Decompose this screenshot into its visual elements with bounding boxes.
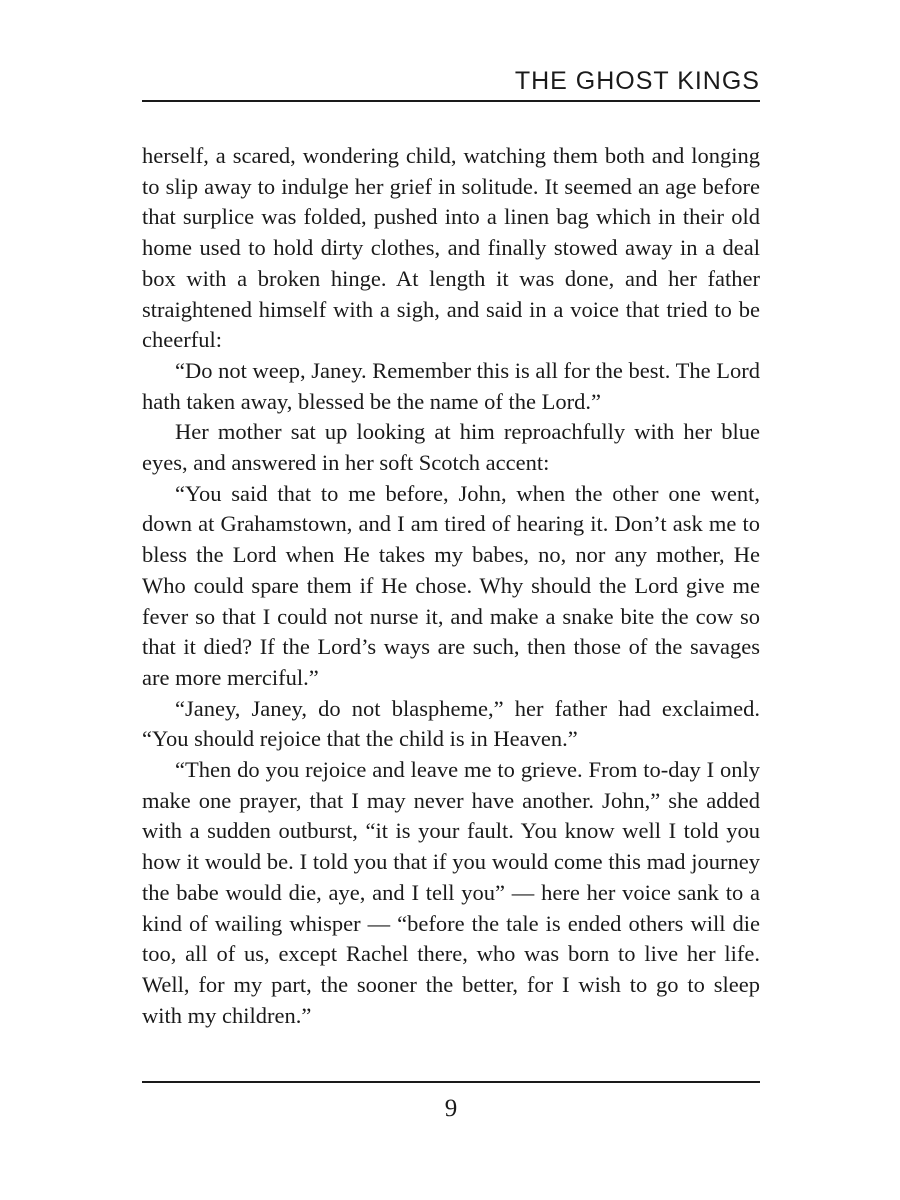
footer-rule	[142, 1081, 760, 1083]
paragraph: “Then do you rejoice and leave me to grieve. From to-day I only make one prayer, that I may never have another. John,” she added with a sudden outburst, “it is your fault. You know well I told you how it would be. I told you that if you would come this mad journey the babe would die, aye, and I tell you” — here her voice sank to a kind of wailing whisper — “before the tale is ended others will die too, all of us, except Rachel there, who was born to live her life. Well, for my part, the sooner the better, for I wish to go to sleep with my children.”	[142, 757, 760, 1028]
paragraph-continuation: herself, a scared, wondering child, watching them both and longing to slip away to indulge her grief in solitude. It seemed an age before that surplice was folded, pushed into a linen bag which in their old home used to hold dirty clothes, and finally stowed away in a deal box with a broken hinge. At length it was done, and her father straightened himself with a sigh, and said in a voice that tried to be cheerful:	[142, 143, 760, 353]
paragraph: “You said that to me before, John, when the other one went, down at Grahamstown, and I am tired of hearing it. Don’t ask me to bless the Lord when He takes my babes, no, nor any mother, He Who could spare them if He chose. Why should the Lord give me fever so that I could not nurse it, and make a snake bite the cow so that it died? If the Lord’s ways are such, then those of the savages are more merciful.”	[142, 480, 760, 690]
running-head-title: THE GHOST KINGS	[514, 67, 760, 95]
header-rule	[142, 100, 760, 102]
paragraph: Her mother sat up looking at him reproachfully with her blue eyes, and answered in her soft Scotch accent:	[142, 419, 760, 476]
paragraph: “Do not weep, Janey. Remember this is all for the best. The Lord hath taken away, blessed be the name of the Lord.”	[142, 357, 760, 414]
page-number: 9	[444, 1095, 458, 1122]
paragraph: “Janey, Janey, do not blaspheme,” her father had exclaimed. “You should rejoice that the child is in Heaven.”	[142, 695, 760, 752]
body-text	[142, 141, 760, 1031]
